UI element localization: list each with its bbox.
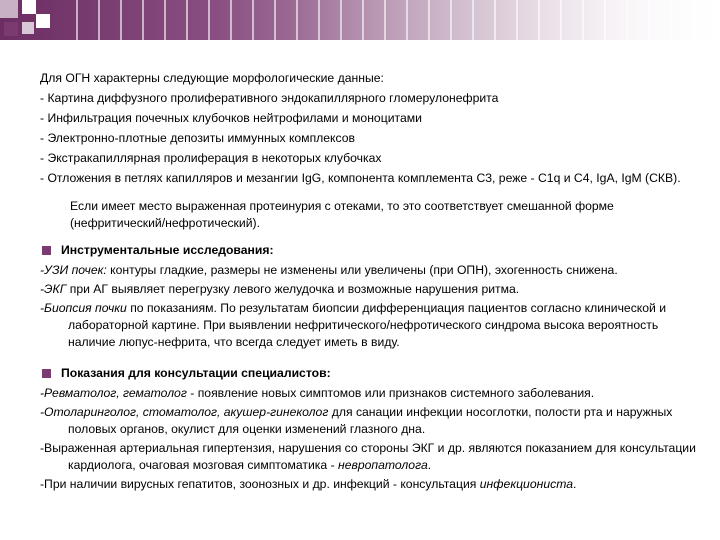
instrumental-item: -ЭКГ при АГ выявляет перегрузку левого желудочка и возможные нарушения ритма.	[40, 282, 520, 296]
slide-body	[40, 70, 700, 495]
consultation-item: -Отоларинголог, стоматолог, акушер-гинеколог для санации инфекции носоглотки, полости рта и наружных половых органов, окулист для оценки изменений глазного дна.	[40, 405, 673, 436]
morphology-item: - Инфильтрация почечных клубочков нейтрофилами и моноцитами	[40, 111, 422, 125]
decor-square	[0, 0, 18, 18]
consultation-heading-row	[40, 365, 700, 382]
instrumental-item: -Биопсия почки по показаниям. По результатам биопсии дифференциация пациентов согласно клинической и лабораторной картине. При выявлении нефритического/нефротического синдрома высока вероятность наличие люпус-нефрита, что всегда следует иметь в виду.	[40, 301, 667, 349]
morphology-item: - Картина диффузного пролиферативного эндокапиллярного гломерулонефрита	[40, 91, 499, 105]
decor-square	[22, 22, 34, 34]
consultation-item: -При наличии вирусных гепатитов, зоонозных и др. инфекций - консультация инфекциониста.	[40, 477, 577, 491]
decor-square	[4, 22, 18, 36]
morphology-item: - Электронно-плотные депозиты иммунных комплексов	[40, 131, 356, 145]
consultation-heading: Показания для консультации специалистов:	[61, 366, 331, 380]
consultation-item: -Выраженная артериальная гипертензия, нарушения со стороны ЭКГ и др. являются показанием для консультации кардиолога, очаговая мозговая симптоматика - невропатолога.	[40, 441, 696, 472]
square-bullet-icon	[42, 369, 51, 378]
morphology-intro: Для ОГН характерны следующие морфологические данные:	[40, 71, 384, 85]
square-bullet-icon	[42, 246, 51, 255]
instrumental-item: -УЗИ почек: контуры гладкие, размеры не изменены или увеличены (при ОПН), эхогенность снижена.	[40, 263, 618, 277]
decor-square	[36, 14, 50, 28]
instrumental-heading-row	[40, 242, 700, 259]
morphology-item: - Отложения в петлях капилляров и мезангии IgG, компонента комплемента С3, реже - С1q и С4, IgA, IgM (СКВ).	[40, 171, 681, 185]
mixed-form-note: Если имеет место выраженная протеинурия с отеками, то это соответствует смешанной форме (нефритический/нефротический).	[70, 199, 614, 230]
morphology-item: - Экстракапиллярная пролиферация в некоторых клубочках	[40, 151, 382, 165]
instrumental-heading: Инструментальные исследования:	[61, 243, 274, 257]
consultation-item: -Ревматолог, гематолог - появление новых симптомов или признаков системного заболевания.	[40, 386, 595, 400]
header-decoration	[0, 0, 720, 40]
decor-square	[22, 0, 36, 14]
